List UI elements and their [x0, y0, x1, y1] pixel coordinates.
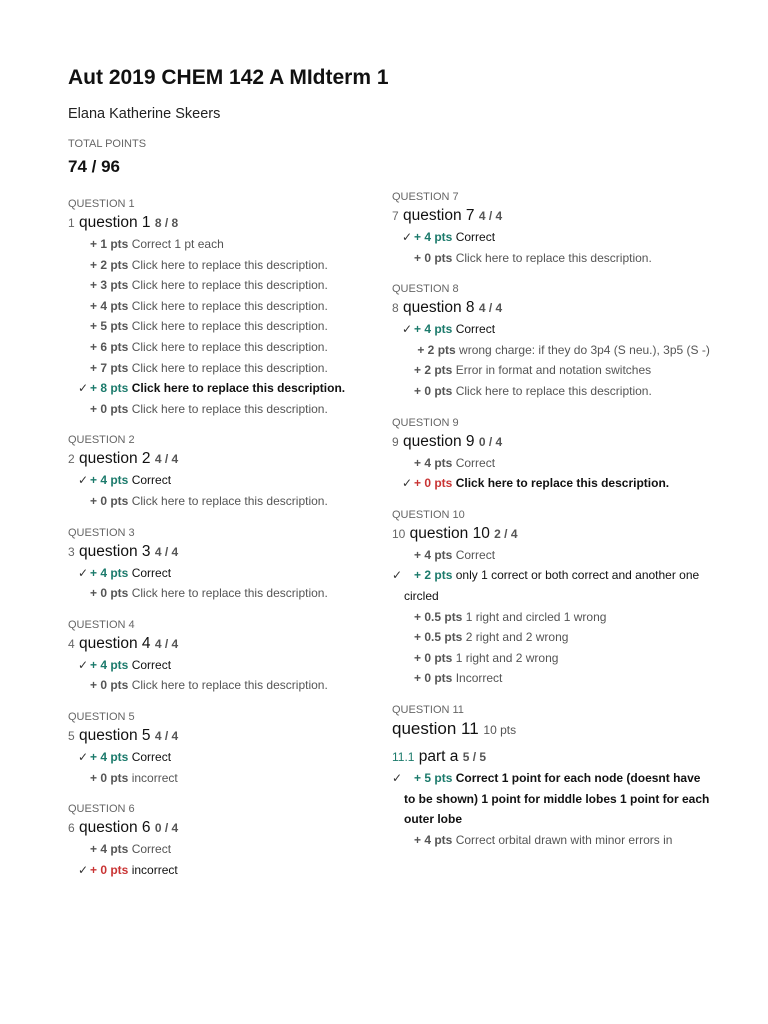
rubric-description: Correct	[131, 842, 172, 857]
question-name: question 5	[79, 726, 151, 744]
total-points-value: 74 / 96	[68, 157, 120, 176]
rubric-item	[68, 296, 358, 317]
rubric-item-applied	[392, 565, 712, 606]
rubric-item	[392, 830, 712, 851]
rubric-description: Click here to replace this description.	[131, 401, 328, 416]
question-name: question 1	[79, 214, 151, 231]
question-name: question 3	[79, 542, 151, 560]
question-name: question 2	[79, 450, 151, 468]
checkmark-icon: ✓	[78, 862, 89, 877]
rubric-points: + 2 pts	[417, 342, 456, 357]
rubric-points: + 0 pts	[414, 476, 453, 491]
rubric-points: + 4 pts	[414, 455, 453, 470]
subquestion-score: 5 / 5	[462, 749, 487, 764]
rubric-item	[392, 453, 712, 474]
question-name: question 6	[79, 819, 151, 837]
rubric-item-applied	[68, 378, 358, 399]
rubric-description: 1 right and 2 wrong	[455, 650, 559, 665]
rubric-item-applied	[68, 470, 358, 491]
rubric-item	[68, 255, 358, 276]
rubric-item	[392, 627, 712, 648]
checkmark-icon: ✓	[78, 657, 89, 672]
question-label: QUESTION 6	[68, 803, 135, 816]
question-heading	[392, 431, 712, 453]
question-score: 4 / 4	[154, 452, 179, 467]
question-name: question 7	[403, 207, 475, 224]
student-name: Elana Katherine Skeers	[68, 106, 221, 122]
rubric-points: + 4 pts	[90, 473, 129, 488]
page-title: Aut 2019 CHEM 142 A MIdterm 1	[68, 66, 389, 89]
rubric-description: Error in format and notation switches	[455, 363, 652, 378]
question-label: QUESTION 7	[392, 191, 459, 203]
rubric-item	[392, 360, 712, 381]
rubric-points: + 0 pts	[90, 678, 129, 693]
rubric-points: + 0.5 pts	[414, 630, 463, 645]
question-label: QUESTION 9	[392, 416, 459, 429]
question-5	[68, 710, 358, 788]
rubric-points: + 8 pts	[90, 381, 129, 396]
question-7	[392, 190, 712, 268]
question-heading	[392, 297, 712, 319]
rubric-item	[68, 399, 358, 420]
rubric-description: Correct 1 pt each	[131, 237, 224, 251]
question-6	[68, 802, 358, 880]
question-heading	[68, 212, 358, 234]
rubric-description: Click here to replace this description.	[131, 257, 328, 272]
rubric-description: wrong charge: if they do 3p4 (S neu.), 3p5 (S -)	[459, 342, 710, 357]
question-label: QUESTION 1	[68, 198, 135, 210]
rubric-description: Correct	[455, 230, 496, 244]
rubric-points: + 0 pts	[90, 401, 129, 416]
question-11	[392, 703, 712, 850]
rubric-item	[68, 675, 358, 696]
question-number: 3	[68, 544, 75, 559]
rubric-description: Correct 1 point for each node (doesnt have to be shown) 1 point for middle lobes 1 point for each outer lobe	[404, 770, 710, 827]
rubric-points: + 4 pts	[414, 832, 453, 847]
question-10	[392, 508, 712, 689]
rubric-description: Click here to replace this description.	[131, 298, 328, 313]
rubric-points: + 5 pts	[90, 319, 129, 334]
rubric-points: + 4 pts	[414, 547, 453, 562]
left-column	[68, 197, 358, 894]
question-score: 0 / 4	[154, 821, 179, 836]
rubric-item	[68, 316, 358, 337]
checkmark-icon: ✓	[78, 565, 89, 580]
question-name: question 11	[392, 718, 479, 738]
rubric-item-applied	[392, 227, 712, 248]
rubric-item	[392, 607, 712, 628]
rubric-points: + 2 pts	[414, 568, 453, 583]
rubric-description: Click here to replace this description.	[131, 319, 328, 334]
rubric-item	[392, 340, 712, 361]
question-heading	[68, 817, 358, 839]
rubric-description: only 1 correct or both correct and another one circled	[404, 568, 700, 603]
question-score: 2 / 4	[494, 526, 518, 541]
rubric-points: + 4 pts	[414, 322, 453, 337]
rubric-points: + 4 pts	[90, 298, 129, 313]
rubric-description: Correct	[131, 565, 172, 580]
rubric-item	[68, 839, 358, 860]
rubric-points: + 0 pts	[414, 650, 453, 665]
rubric-description: Correct	[131, 473, 172, 488]
question-name: question 8	[403, 299, 475, 317]
question-score: 4 / 4	[154, 636, 179, 651]
question-number: 2	[68, 452, 75, 467]
rubric-item	[392, 668, 712, 689]
rubric-item	[68, 768, 358, 789]
question-heading	[68, 633, 358, 655]
question-label: QUESTION 2	[68, 434, 135, 447]
rubric-points: + 4 pts	[90, 749, 129, 764]
rubric-item	[68, 491, 358, 512]
rubric-points: + 0 pts	[90, 862, 129, 877]
rubric-description: Click here to replace this description.	[131, 586, 328, 601]
question-heading	[392, 718, 712, 740]
rubric-points: + 2 pts	[90, 257, 129, 272]
rubric-description: Correct orbital drawn with minor errors in	[455, 832, 673, 847]
question-4	[68, 618, 358, 696]
question-score: 8 / 8	[154, 216, 179, 230]
rubric-description: Click here to replace this description.	[131, 360, 328, 375]
rubric-points: + 0.5 pts	[414, 609, 463, 624]
checkmark-icon: ✓	[392, 568, 403, 583]
checkmark-icon: ✓	[402, 476, 413, 491]
question-score: 4 / 4	[478, 301, 503, 316]
checkmark-icon: ✓	[78, 473, 89, 488]
question-number: 5	[68, 728, 75, 743]
question-score: 4 / 4	[478, 209, 503, 223]
rubric-item	[68, 275, 358, 296]
question-8	[392, 282, 712, 401]
rubric-points: + 4 pts	[90, 657, 129, 672]
rubric-item	[68, 583, 358, 604]
rubric-points: + 7 pts	[90, 360, 129, 375]
checkmark-icon: ✓	[402, 230, 413, 244]
question-3	[68, 526, 358, 604]
rubric-item-applied	[392, 768, 712, 830]
rubric-description: Correct	[131, 657, 172, 672]
question-score: 0 / 4	[478, 434, 503, 449]
question-heading	[392, 523, 712, 545]
rubric-points: + 3 pts	[90, 278, 129, 293]
question-label: QUESTION 3	[68, 526, 135, 539]
question-number: 1	[68, 216, 75, 230]
rubric-points: + 0 pts	[90, 586, 129, 601]
total-points-label: TOTAL POINTS	[68, 138, 147, 150]
rubric-item	[392, 381, 712, 402]
rubric-points: + 0 pts	[414, 383, 453, 398]
rubric-description: incorrect	[131, 862, 178, 877]
rubric-description: Click here to replace this description.	[455, 250, 652, 265]
question-1	[68, 197, 358, 419]
rubric-points: + 0 pts	[90, 770, 129, 785]
question-number: 8	[392, 301, 399, 316]
rubric-description: Correct	[131, 749, 172, 764]
checkmark-icon: ✓	[78, 381, 89, 396]
checkmark-icon: ✓	[78, 749, 89, 764]
rubric-description: Click here to replace this description.	[131, 493, 328, 508]
rubric-points: + 4 pts	[90, 842, 129, 857]
question-name: question 9	[403, 432, 475, 450]
rubric-item-applied	[68, 563, 358, 584]
question-heading	[68, 448, 358, 470]
question-heading	[392, 205, 712, 227]
subquestion-name: part a	[418, 747, 459, 765]
rubric-points: + 0 pts	[414, 250, 453, 265]
subquestion-heading	[392, 746, 712, 768]
rubric-points: + 0 pts	[414, 671, 453, 686]
question-label: QUESTION 11	[392, 703, 464, 716]
rubric-points: + 6 pts	[90, 339, 129, 354]
question-number: 9	[392, 434, 399, 449]
question-label: QUESTION 8	[392, 283, 459, 296]
rubric-description: Click here to replace this description.	[455, 476, 670, 491]
rubric-item-applied	[68, 860, 358, 881]
question-name: question 10	[409, 524, 490, 542]
rubric-points: + 5 pts	[414, 770, 453, 785]
question-score: 4 / 4	[154, 544, 179, 559]
question-label: QUESTION 10	[392, 508, 465, 521]
rubric-points: + 2 pts	[414, 363, 453, 378]
rubric-points: + 0 pts	[90, 493, 129, 508]
question-number: 10	[392, 526, 406, 541]
subquestion-number: 11.1	[392, 749, 415, 764]
question-heading	[68, 541, 358, 563]
rubric-points: + 1 pts	[90, 237, 129, 251]
rubric-item	[68, 234, 358, 255]
question-9	[392, 416, 712, 494]
question-points: 10 pts	[483, 722, 517, 737]
rubric-item	[392, 545, 712, 566]
question-score: 4 / 4	[154, 728, 179, 743]
question-number: 7	[392, 209, 399, 223]
right-column	[392, 190, 712, 864]
question-heading	[68, 725, 358, 747]
rubric-item	[68, 337, 358, 358]
checkmark-icon: ✓	[402, 322, 413, 337]
rubric-item-applied	[68, 747, 358, 768]
question-name: question 4	[79, 634, 151, 652]
question-label: QUESTION 4	[68, 618, 135, 631]
rubric-description: Correct	[455, 322, 496, 337]
checkmark-icon: ✓	[392, 770, 403, 785]
question-number: 4	[68, 636, 75, 651]
rubric-description: Click here to replace this description.	[131, 678, 328, 693]
rubric-description: Correct	[455, 455, 496, 470]
rubric-description: Click here to replace this description.	[131, 339, 328, 354]
rubric-description: Click here to replace this description.	[131, 381, 346, 396]
rubric-description: 1 right and circled 1 wrong	[465, 609, 607, 624]
rubric-item	[392, 648, 712, 669]
question-label: QUESTION 5	[68, 710, 135, 723]
rubric-description: Click here to replace this description.	[455, 383, 652, 398]
rubric-description: incorrect	[131, 770, 178, 785]
rubric-points: + 4 pts	[414, 230, 453, 244]
question-number: 6	[68, 821, 75, 836]
rubric-description: Correct	[455, 547, 496, 562]
question-2	[68, 433, 358, 511]
rubric-description: Incorrect	[455, 671, 503, 686]
rubric-item-applied	[392, 319, 712, 340]
rubric-item-applied	[392, 473, 712, 494]
rubric-description: 2 right and 2 wrong	[465, 630, 569, 645]
rubric-description: Click here to replace this description.	[131, 278, 328, 293]
rubric-item	[392, 248, 712, 269]
rubric-item	[68, 358, 358, 379]
rubric-points: + 4 pts	[90, 565, 129, 580]
rubric-item-applied	[68, 655, 358, 676]
